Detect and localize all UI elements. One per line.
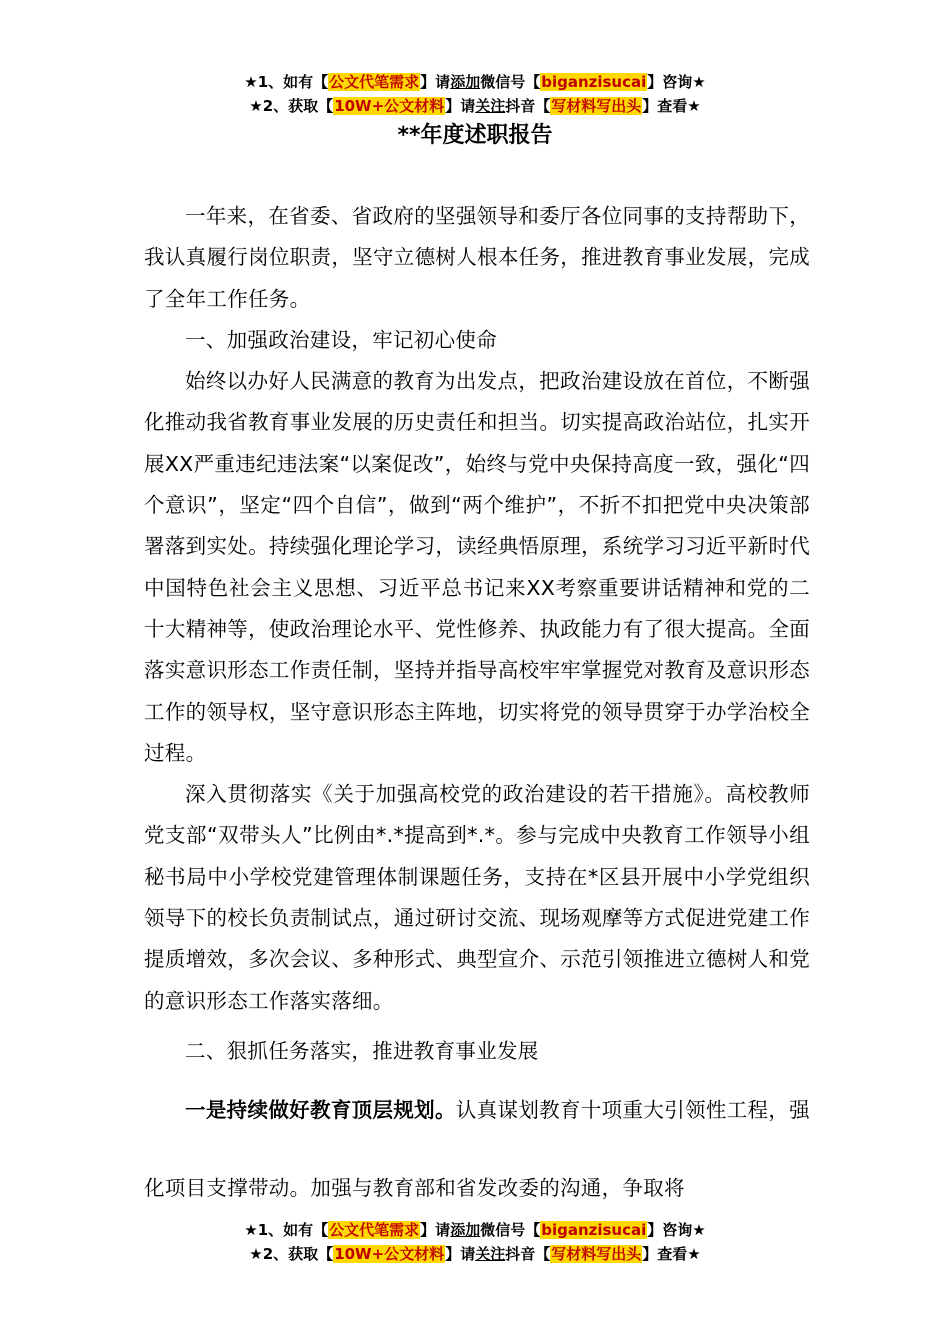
- banner-text: 抖音【: [505, 1245, 551, 1263]
- banner-highlight: 写材料写出头: [551, 97, 642, 115]
- banner-text: 微信号【: [480, 73, 541, 91]
- banner-highlight: 10W+公文材料: [334, 1245, 445, 1263]
- section-1-paragraph-1: 始终以办好人民满意的教育为出发点，把政治建设放在首位，不断强化推动我省教育事业发展的历史责任和担当。切实提高政治站位，扎实开展XX严重违纪违法案“以案促改”，始终与党中央保持高度一致，强化“四个意识”，坚定“四个自信”，做到“两个维护”，不折不扣把党中央决策部署落到实处。持续强化理论学习，读经典悟原理，系统学习习近平新时代中国特色社会主义思想、习近平总书记来XX考察重要讲话精神和党的二十大精神等，使政治理论水平、党性修养、执政能力有了很大提高。全面落实意识形态工作责任制，坚持并指导高校牢牢掌握党对教育及意识形态工作的领导权，坚守意识形态主阵地，切实将党的领导贯穿于办学治校全过程。: [144, 369, 810, 765]
- banner-highlight: 10W+公文材料: [334, 97, 445, 115]
- banner-text: 】查看★: [642, 97, 701, 115]
- banner-underline: 关注: [475, 1245, 506, 1263]
- section-2-paragraph-1: [144, 1071, 810, 1227]
- section-2-lead-text: 认真谋划教育十项重大引领性工程，强化项目支撑带动。加强与教育部和省发改委的沟通，争取将: [144, 1098, 810, 1201]
- banner-text: ★1、如有【: [244, 1221, 329, 1239]
- banner-text: 抖音【: [505, 97, 551, 115]
- banner-text: 】请: [420, 1221, 451, 1239]
- intro-paragraph: 一年来，在省委、省政府的坚强领导和委厅各位同事的支持帮助下，我认真履行岗位职责，坚守立德树人根本任务，推进教育事业发展，完成了全年工作任务。: [144, 204, 810, 311]
- banner-text: 】咨询★: [647, 1221, 706, 1239]
- banner-line-2: [0, 94, 950, 118]
- banner-line-1: [0, 70, 950, 94]
- banner-highlight: biganzisucai: [541, 1221, 647, 1239]
- document-title: **年度述职报告: [397, 123, 553, 148]
- banner-highlight: 公文代笔需求: [329, 1221, 420, 1239]
- section-2-heading: 二、狠抓任务落实，推进教育事业发展: [185, 1038, 539, 1063]
- banner-text: ★2、获取【: [249, 1245, 334, 1263]
- banner-underline: 添加: [450, 73, 481, 91]
- footer-line-1: [0, 1218, 950, 1242]
- banner-text: 】请: [420, 73, 451, 91]
- banner-highlight: 写材料写出头: [551, 1245, 642, 1263]
- banner-text: ★2、获取【: [249, 97, 334, 115]
- banner-text: 微信号【: [480, 1221, 541, 1239]
- document-body: [144, 196, 810, 1227]
- banner-highlight: biganzisucai: [541, 73, 647, 91]
- banner-text: 】咨询★: [647, 73, 706, 91]
- banner-text: 】请: [445, 1245, 476, 1263]
- section-1-paragraph-2: 深入贯彻落实《关于加强高校党的政治建设的若干措施》。高校教师党支部“双带头人”比例由*.*提高到*.*。参与完成中央教育工作领导小组秘书局中小学校党建管理体制课题任务，支持在*区县开展中小学党组织领导下的校长负责制试点，通过研讨交流、现场观摩等方式促进党建工作提质增效，多次会议、多种形式、典型宣介、示范引领推进立德树人和党的意识形态工作落实落细。: [144, 782, 810, 1013]
- banner-underline: 关注: [475, 97, 506, 115]
- banner-text: 】查看★: [642, 1245, 701, 1263]
- footer-banner: [0, 1218, 950, 1266]
- banner-underline: 添加: [450, 1221, 481, 1239]
- section-2-lead-bold: 一是持续做好教育顶层规划。: [185, 1098, 456, 1123]
- banner-text: 】请: [445, 97, 476, 115]
- header-banner: [0, 70, 950, 118]
- footer-line-2: [0, 1242, 950, 1266]
- banner-highlight: 公文代笔需求: [329, 73, 420, 91]
- banner-text: ★1、如有【: [244, 73, 329, 91]
- section-1-heading: 一、加强政治建设，牢记初心使命: [185, 327, 497, 352]
